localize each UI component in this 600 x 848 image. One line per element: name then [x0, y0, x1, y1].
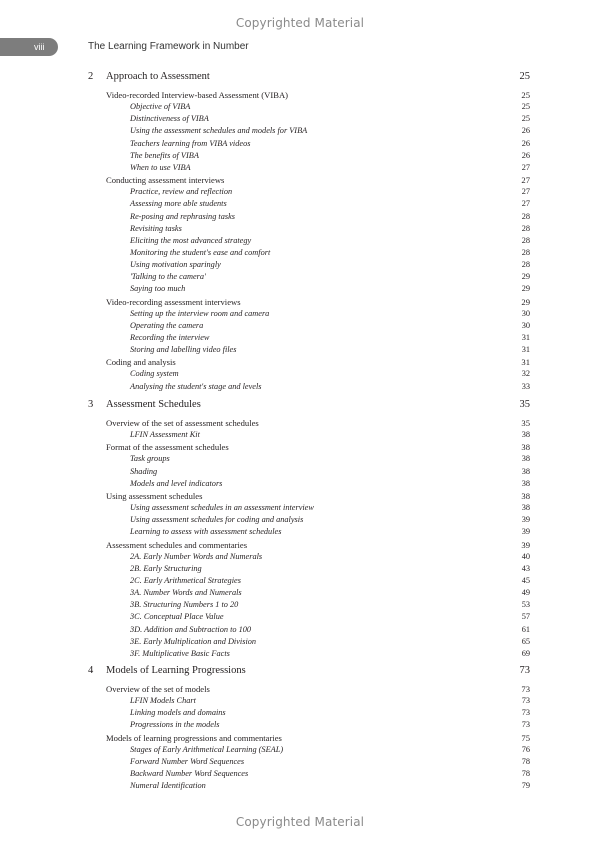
toc-subsection-entry [130, 719, 530, 731]
toc-page-number: 25 [521, 102, 530, 112]
toc-entry-title: 2A. Early Number Words and Numerals [130, 551, 263, 561]
toc-page-number: 32 [521, 369, 530, 379]
toc-entry-title: LFIN Models Chart [130, 696, 196, 706]
toc-subsection-entry [130, 247, 530, 259]
toc-entry-title: Using assessment schedules [106, 490, 203, 501]
toc-entry-title: Overview of the set of assessment schedules [106, 418, 259, 428]
toc-entry-title: Approach to Assessment [106, 71, 210, 82]
toc-entry-title: Using the assessment schedules and models for VIBA [130, 126, 308, 136]
toc-subsection-entry [130, 198, 530, 210]
toc-subsection-entry [130, 332, 530, 344]
toc-entry-title: Forward Number Word Sequences [130, 756, 245, 766]
chapter-number: 3 [88, 399, 94, 410]
toc-entry-title: Format of the assessment schedules [106, 442, 229, 453]
toc-page-number: 39 [521, 515, 530, 525]
toc-entry-title: Re-posing and rephrasing tasks [130, 211, 236, 221]
copyright-watermark-top: Copyrighted Material [235, 16, 365, 30]
toc-page-number: 31 [521, 333, 530, 342]
toc-entry-title: When to use VIBA [130, 162, 191, 172]
toc-subsection-entry [130, 563, 530, 575]
toc-entry-title: Analysing the student's stage and levels [130, 381, 262, 391]
copyright-watermark-bottom: Copyrighted Material [235, 815, 365, 829]
chapter-heading [88, 398, 530, 410]
toc-entry-title: Using assessment schedules for coding and analysis [130, 515, 304, 525]
toc-subsection-entry [130, 502, 530, 514]
toc-section-entry [106, 296, 530, 308]
toc-page-number: 61 [521, 624, 530, 634]
toc-page-number: 73 [521, 696, 530, 706]
toc-subsection-entry [130, 308, 530, 320]
toc-page-number: 38 [521, 454, 530, 464]
toc-entry-title: Overview of the set of models [106, 684, 210, 694]
toc-subsection-entry [130, 575, 530, 587]
toc-section-entry [106, 539, 530, 551]
toc-entry-title: LFIN Assessment Kit [130, 430, 200, 440]
toc-page-number: 26 [521, 126, 530, 136]
toc-subsection-entry [130, 113, 530, 125]
running-title: The Learning Framework in Number [88, 41, 249, 52]
toc-subsection-entry [130, 768, 530, 780]
toc-page-number: 31 [521, 357, 530, 368]
toc-page-number: 35 [519, 399, 530, 410]
toc-entry-title: Assessment schedules and commentaries [106, 539, 248, 550]
toc-subsection-entry [130, 283, 530, 295]
toc-entry-title: Storing and labelling video files [130, 345, 237, 355]
toc-entry-title: Models and level indicators [130, 478, 223, 488]
toc-entry-title: 2B. Early Structuring [130, 563, 202, 573]
toc-subsection-entry [130, 368, 530, 380]
chapter-heading [88, 664, 530, 676]
toc-page-number: 26 [521, 150, 530, 160]
toc-page-number: 38 [521, 466, 530, 476]
toc-page-number: 29 [521, 296, 530, 307]
toc-subsection-entry [130, 478, 530, 490]
page-number-tab: viii [0, 38, 58, 56]
toc-page-number: 35 [521, 418, 530, 428]
toc-subsection-entry [130, 756, 530, 768]
toc-entry-title: 3E. Early Multiplication and Division [130, 636, 257, 646]
toc-page-number: 73 [519, 665, 530, 676]
toc-subsection-entry [130, 186, 530, 198]
toc-subsection-entry [130, 587, 530, 599]
toc-subsection-entry [130, 223, 530, 235]
toc-entry-title: Progressions in the models [130, 720, 220, 730]
toc-page-number: 38 [521, 442, 530, 453]
toc-page-number: 43 [521, 563, 530, 573]
toc-page-number: 45 [521, 575, 530, 585]
toc-entry-title: The benefits of VIBA [130, 150, 199, 160]
toc-subsection-entry [130, 429, 530, 441]
toc-entry-title: Learning to assess with assessment schedules [130, 527, 282, 537]
toc-subsection-entry [130, 611, 530, 623]
chapter-number: 4 [88, 665, 94, 676]
toc-subsection-entry [130, 624, 530, 636]
toc-section-entry [106, 490, 530, 502]
toc-entry-title: Models of learning progressions and commentaries [106, 732, 282, 743]
toc-page-number: 73 [521, 708, 530, 718]
toc-page-number: 27 [521, 187, 530, 197]
toc-entry-title: Eliciting the most advanced strategy [130, 235, 252, 245]
page-header [0, 38, 600, 56]
toc-subsection-entry [130, 453, 530, 465]
toc-entry-title: 'Talking to the camera' [130, 272, 206, 282]
toc-entry-title: Monitoring the student's ease and comfort [130, 247, 271, 257]
toc-subsection-entry [130, 138, 530, 150]
toc-page-number: 78 [521, 756, 530, 766]
toc-entry-title: Linking models and domains [130, 708, 226, 718]
toc-entry-title: Using motivation sparingly [130, 260, 221, 270]
chapter-heading [88, 70, 530, 82]
toc-subsection-entry [130, 551, 530, 563]
toc-subsection-entry [130, 259, 530, 271]
toc-page-number: 27 [521, 175, 530, 186]
toc-page-number: 75 [521, 732, 530, 743]
toc-page-number: 29 [521, 272, 530, 282]
toc-entry-title: Video-recording assessment interviews [106, 296, 241, 307]
toc-subsection-entry [130, 271, 530, 283]
toc-entry-title: Saying too much [130, 284, 186, 294]
toc-section-entry [106, 174, 530, 186]
toc-section-entry [106, 683, 530, 695]
toc-entry-title: Assessing more able students [130, 199, 227, 209]
toc-entry-title: Task groups [130, 454, 170, 464]
toc-page-number: 39 [521, 539, 530, 550]
toc-entry-title: Operating the camera [130, 320, 204, 330]
toc-entry-title: Coding and analysis [106, 357, 176, 368]
toc-entry-title: Conducting assessment interviews [106, 175, 225, 186]
toc-page-number: 65 [521, 636, 530, 646]
toc-section-entry [106, 441, 530, 453]
toc-entry-title: Teachers learning from VIBA videos [130, 138, 251, 148]
toc-page-number: 30 [521, 320, 530, 330]
toc-section-entry [106, 417, 530, 429]
toc-subsection-entry [130, 636, 530, 648]
toc-subsection-entry [130, 780, 530, 792]
toc-subsection-entry [130, 235, 530, 247]
toc-subsection-entry [130, 744, 530, 756]
toc-page-number: 40 [521, 551, 530, 561]
toc-subsection-entry [130, 381, 530, 393]
toc-page-number: 38 [521, 478, 530, 488]
toc-page-number: 38 [521, 490, 530, 501]
toc-page-number: 39 [521, 527, 530, 537]
toc-entry-title: Numeral Identification [130, 781, 206, 791]
toc-entry-title: Setting up the interview room and camera [130, 308, 270, 318]
toc-subsection-entry [130, 707, 530, 719]
toc-section-entry [106, 356, 530, 368]
toc-entry-title: 3B. Structuring Numbers 1 to 20 [130, 600, 239, 610]
toc-page-number: 27 [521, 162, 530, 172]
toc-page-number: 30 [521, 308, 530, 318]
toc-subsection-entry [130, 648, 530, 660]
toc-page-number: 73 [521, 684, 530, 694]
chapter-number: 2 [88, 71, 94, 82]
toc-page-number: 28 [521, 247, 530, 257]
toc-page-number: 29 [521, 284, 530, 294]
toc-entry-title: Shading [130, 466, 158, 476]
toc-page-number: 25 [521, 114, 530, 124]
toc-entry-title: 3C. Conceptual Place Value [130, 612, 224, 622]
toc-entry-title: 3F. Multiplicative Basic Facts [130, 648, 230, 658]
toc-section-entry [106, 732, 530, 744]
toc-entry-title: 2C. Early Arithmetical Strategies [130, 575, 241, 585]
toc-subsection-entry [130, 344, 530, 356]
toc-page-number: 38 [521, 430, 530, 440]
toc-entry-title: Assessment Schedules [106, 399, 201, 410]
toc-page-number: 28 [521, 223, 530, 233]
toc-entry-title: Distinctiveness of VIBA [130, 114, 209, 124]
toc-page-number: 79 [521, 781, 530, 791]
toc-entry-title: Models of Learning Progressions [106, 665, 246, 676]
toc-subsection-entry [130, 514, 530, 526]
toc-page-number: 57 [521, 612, 530, 622]
toc-entry-title: 3A. Number Words and Numerals [130, 588, 242, 598]
toc-entry-title: Recording the interview [130, 333, 210, 342]
toc-subsection-entry [130, 599, 530, 611]
toc-entry-title: Stages of Early Arithmetical Learning (SEAL) [130, 744, 284, 754]
toc-page-number: 73 [521, 720, 530, 730]
toc-page-number: 26 [521, 138, 530, 148]
toc-page-number: 28 [521, 260, 530, 270]
toc-entry-title: Using assessment schedules in an assessment interview [130, 503, 314, 513]
toc-page-number: 25 [521, 90, 530, 100]
toc-section-entry [106, 89, 530, 101]
toc-subsection-entry [130, 150, 530, 162]
toc-entry-title: Backward Number Word Sequences [130, 769, 249, 779]
toc-page-number: 49 [521, 588, 530, 598]
toc-subsection-entry [130, 320, 530, 332]
toc-entry-title: Objective of VIBA [130, 102, 191, 112]
toc-subsection-entry [130, 211, 530, 223]
toc-page-number: 33 [521, 381, 530, 391]
toc-page-number: 53 [521, 600, 530, 610]
toc-page-number: 25 [519, 71, 530, 82]
toc-entry-title: Practice, review and reflection [130, 187, 233, 197]
toc-page-number: 28 [521, 211, 530, 221]
toc-page-number: 38 [521, 503, 530, 513]
toc-entry-title: Video-recorded Interview-based Assessment (VIBA) [106, 90, 289, 100]
toc-page-number: 31 [521, 345, 530, 355]
toc-subsection-entry [130, 526, 530, 538]
toc-page-number: 27 [521, 199, 530, 209]
toc-entry-title: Coding system [130, 369, 179, 379]
toc-subsection-entry [130, 466, 530, 478]
toc-page-number: 69 [521, 648, 530, 658]
toc-subsection-entry [130, 162, 530, 174]
toc-subsection-entry [130, 125, 530, 137]
toc-page-number: 28 [521, 235, 530, 245]
toc-entry-title: Revisiting tasks [130, 223, 182, 233]
toc-page-number: 78 [521, 769, 530, 779]
toc-subsection-entry [130, 101, 530, 113]
toc-subsection-entry [130, 695, 530, 707]
toc-entry-title: 3D. Addition and Subtraction to 100 [130, 624, 252, 634]
toc-page-number: 76 [521, 744, 530, 754]
